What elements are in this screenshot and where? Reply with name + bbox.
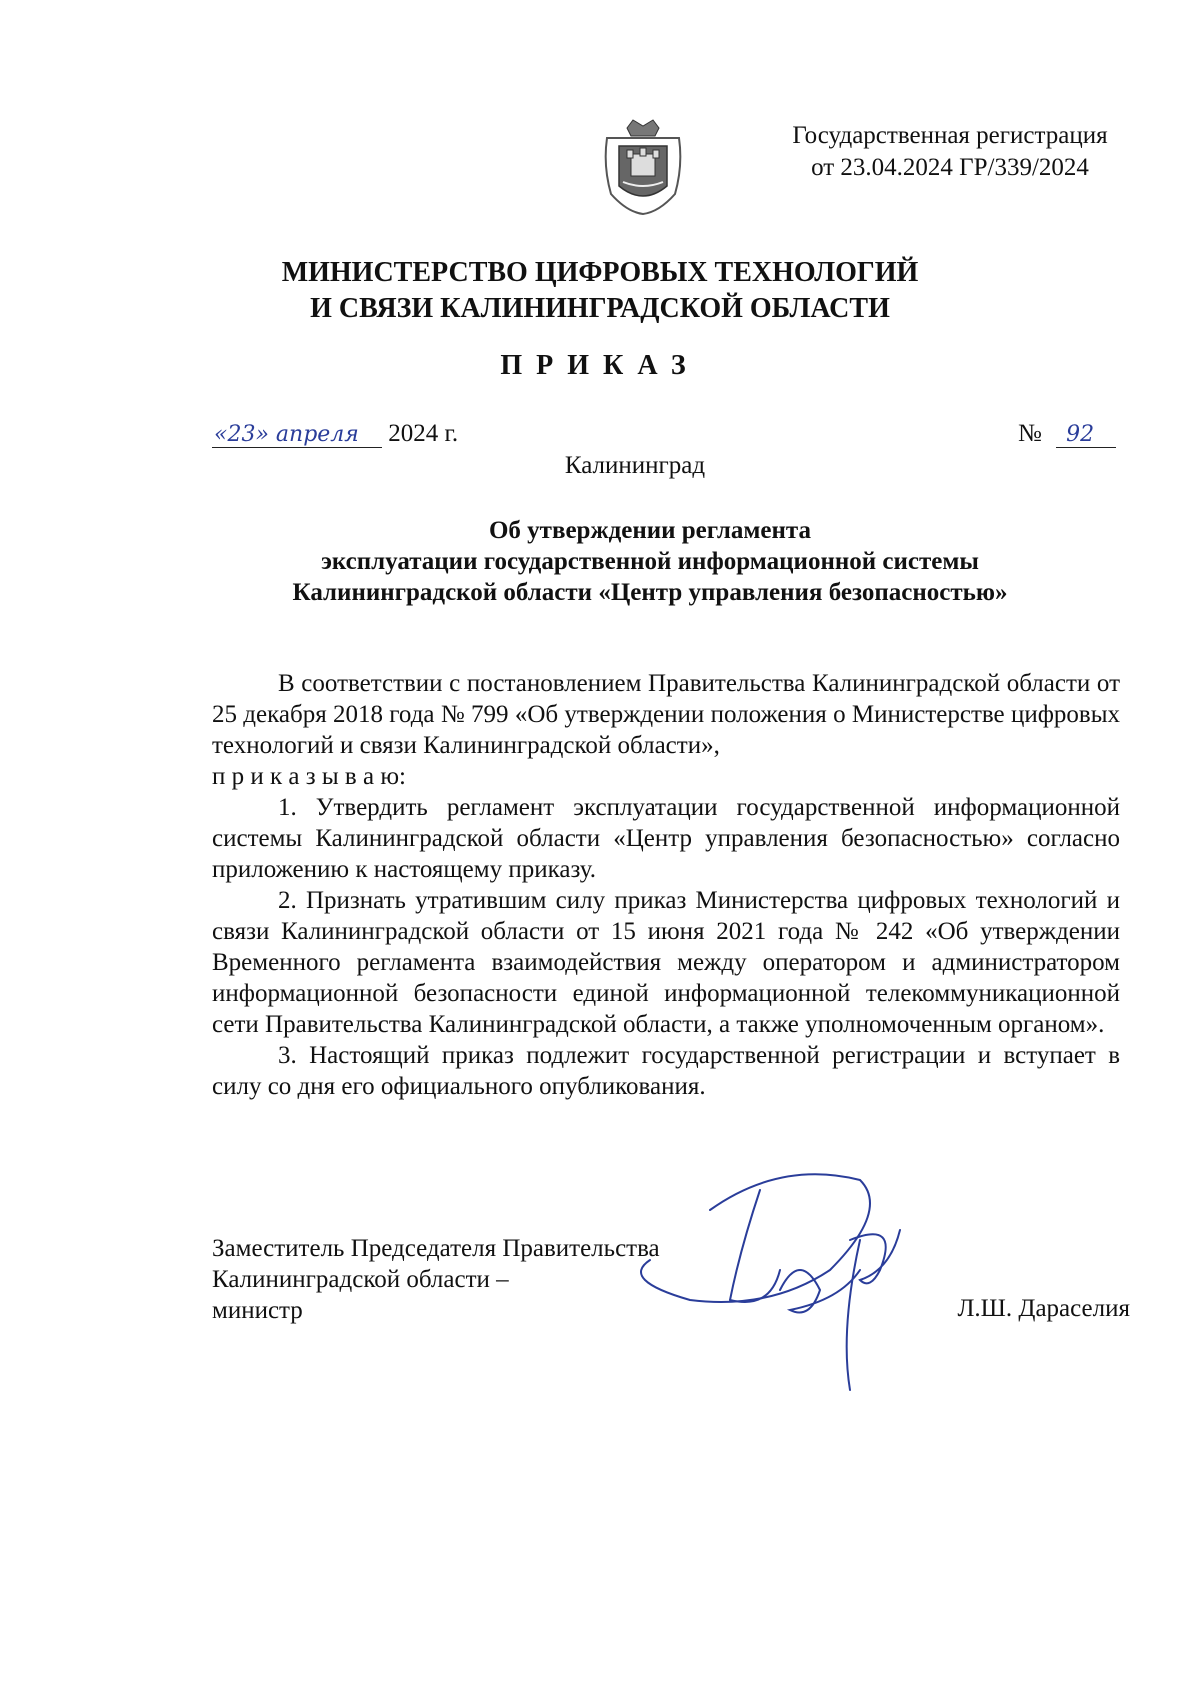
ministry-line-2: И СВЯЗИ КАЛИНИНГРАДСКОЙ ОБЛАСТИ (310, 293, 890, 324)
position-line-2: Калининградской области – (212, 1266, 509, 1293)
position-line-1: Заместитель Председателя Правительства (212, 1235, 660, 1262)
order-date (212, 420, 458, 448)
order-word: п р и к а з ы в а ю: (212, 763, 406, 790)
item-2-paragraph: 2. Признать утратившим силу приказ Министерства цифровых технологий и связи Калининградской области от 15 июня 2021 года № 242 «Об утверждении Временного регламента взаимодействия между оператором и администратором информационной безопасности единой информационной телекоммуникационной сети Правительства Калининградской области, а также уполномоченным органом». (212, 887, 1120, 1038)
preamble-paragraph: В соответствии с постановлением Правительства Калининградской области от 25 декабря 2018 года № 799 «Об утверждении положения о Министерстве цифровых технологий и связи Калининградской области», (212, 670, 1120, 759)
number-field (1056, 423, 1116, 448)
registration-line-1: Государственная регистрация (792, 122, 1108, 149)
city: Калининград (564, 452, 706, 479)
number-label: № (1018, 420, 1042, 447)
number-handwritten: 92 (1066, 422, 1095, 447)
ministry-name (0, 255, 1200, 327)
order-number (1018, 420, 1116, 448)
ministry-line-1: МИНИСТЕРСТВО ЦИФРОВЫХ ТЕХНОЛОГИЙ (281, 257, 919, 288)
item-1-paragraph: 1. Утвердить регламент эксплуатации государственной информационной системы Калининградской области «Центр управления безопасностью» согласно приложению к настоящему приказу. (212, 794, 1120, 883)
date-field (212, 423, 382, 448)
title-line-2: эксплуатации государственной информационной системы (321, 548, 979, 575)
title-line-3: Калининградской области «Центр управления безопасностью» (292, 579, 1008, 606)
date-handwritten: «23» апреля (214, 422, 359, 447)
handwritten-signature (630, 1150, 930, 1410)
order-title (150, 515, 1150, 608)
title-line-1: Об утверждении регламента (488, 517, 812, 544)
order-body (212, 668, 1120, 1102)
registration-stamp (760, 120, 1140, 184)
item-3-paragraph: 3. Настоящий приказ подлежит государственной регистрации и вступает в силу со дня его официального опубликования. (212, 1042, 1120, 1100)
registration-line-2: от 23.04.2024 ГР/339/2024 (811, 154, 1089, 181)
signatory-name: Л.Ш. Дараселия (957, 1295, 1130, 1322)
document-type-heading: ПРИКАЗ (500, 350, 700, 381)
coat-of-arms-emblem (597, 116, 689, 216)
position-line-3: министр (212, 1297, 303, 1324)
order-year: 2024 г. (388, 420, 459, 447)
